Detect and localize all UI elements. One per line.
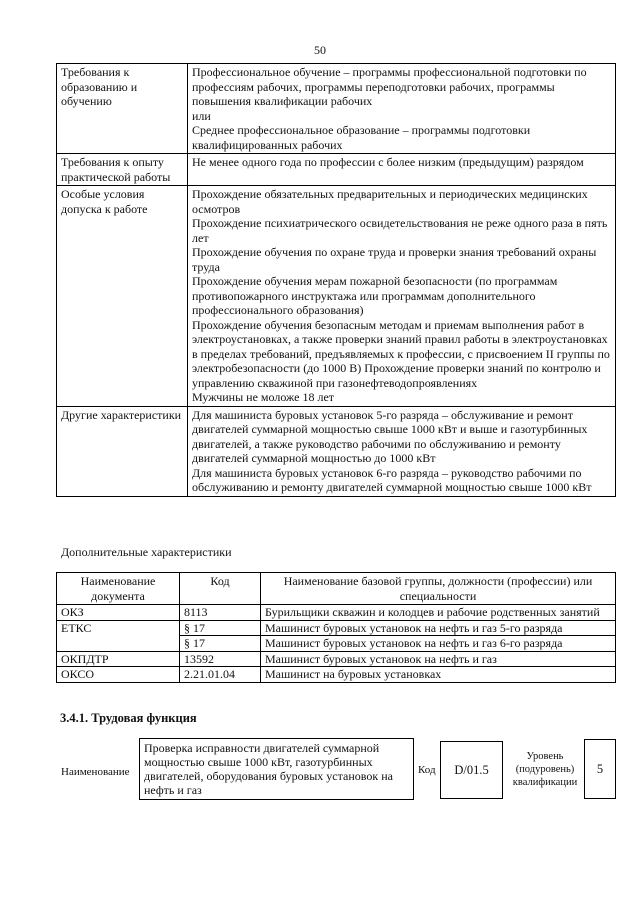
requirement-paragraph: Для машиниста буровых установок 6-го разряда – руководство рабочими по обслуживанию и ремонту двигателей суммарной мощностью свыше 1000 кВт: [192, 465, 592, 494]
requirement-paragraph: или: [192, 108, 211, 123]
requirement-value: [188, 406, 616, 496]
table-row: [57, 186, 616, 407]
requirement-key: Другие характеристики: [57, 406, 188, 496]
table-row: [57, 620, 616, 636]
additional-table: [56, 572, 616, 683]
additional-title: Дополнительные характеристики: [61, 545, 232, 559]
code-cell: 8113: [180, 605, 261, 621]
table-row: [57, 154, 616, 186]
code-cell: § 17: [180, 620, 261, 636]
doc-cell: ОКЗ: [57, 605, 180, 621]
requirement-paragraph: Не менее одного года по профессии с более низким (предыдущим) разрядом: [192, 155, 584, 169]
doc-cell: ЕТКС: [57, 620, 180, 651]
level-value: 5: [596, 762, 604, 776]
header-code: Код: [180, 573, 261, 605]
page-number: 50: [314, 43, 326, 57]
requirement-key: Особые условия допуска к работе: [57, 186, 188, 407]
name-cell: Машинист буровых установок на нефть и газ: [261, 651, 616, 667]
requirement-value: [188, 154, 616, 186]
requirement-paragraph: Мужчины не моложе 18 лет: [192, 390, 335, 404]
requirement-key: Требования к образованию и обучению: [57, 64, 188, 154]
table-row: [57, 406, 616, 496]
table-header-row: [57, 573, 616, 605]
name-label: Наименование: [61, 766, 130, 778]
labor-function-title: 3.4.1. Трудовая функция: [60, 711, 197, 725]
code-label: Код: [418, 764, 436, 776]
code-cell: 2.21.01.04: [180, 667, 261, 683]
table-row: [57, 651, 616, 667]
function-code-box: [440, 741, 503, 799]
table-row: [57, 605, 616, 621]
code-cell: 13592: [180, 651, 261, 667]
requirement-value: [188, 64, 616, 154]
requirement-paragraph: Среднее профессиональное образование – программы подготовки квалифицированных рабочих: [192, 123, 531, 152]
doc-cell: ОКПДТР: [57, 651, 180, 667]
level-label: Уровень (подуровень) квалификации: [512, 751, 578, 788]
function-code-value: D/01.5: [454, 763, 489, 777]
name-cell: Машинист на буровых установках: [261, 667, 616, 683]
name-cell: Машинист буровых установок на нефть и газ 6-го разряда: [261, 636, 616, 652]
level-box: [584, 739, 616, 799]
code-cell: § 17: [180, 636, 261, 652]
requirement-paragraph: Профессиональное обучение – программы профессиональной подготовки по профессиям рабочих, программы переподготовки рабочих, программы повышения квалификации рабочих: [192, 65, 587, 108]
requirements-table: [56, 63, 616, 497]
requirement-value: [188, 186, 616, 407]
name-cell: Машинист буровых установок на нефть и газ 5-го разряда: [261, 620, 616, 636]
function-name-box: Проверка исправности двигателей суммарной мощностью свыше 1000 кВт, газотурбинных двигателей, оборудования буровых установок на нефть и газ: [139, 738, 414, 800]
doc-cell: ОКСО: [57, 667, 180, 683]
name-cell: Бурильщики скважин и колодцев и рабочие родственных занятий: [261, 605, 616, 621]
requirement-paragraph: Прохождение обучения по охране труда и проверки знания требований охраны труда: [192, 245, 597, 274]
requirement-paragraph: Прохождение психиатрического освидетельствования не реже одного раза в пять лет: [192, 216, 608, 245]
header-doc: Наименование документа: [57, 573, 180, 605]
requirement-paragraph: Прохождение обучения мерам пожарной безопасности (по программам противопожарного инструктажа или программам дополнительного профессионального образования): [192, 274, 558, 317]
requirement-key: Требования к опыту практической работы: [57, 154, 188, 186]
table-row: [57, 667, 616, 683]
requirement-paragraph: Для машиниста буровых установок 5-го разряда – обслуживание и ремонт двигателей суммарной мощностью свыше 1000 кВт и выше и газотурбинных двигателей, а также руководство рабочими по обслуживанию и ремонту двигателей суммарной мощностью до 1000 кВт: [192, 407, 588, 465]
table-row: [57, 64, 616, 154]
requirement-paragraph: Прохождение обучения безопасным методам и приемам выполнения работ в электроустановках, а также проверки знаний правил работы в электроустановках в пределах требований, предъявляемых к профессии, с присвоением II группы по электробезопасности (до 1000 В) Прохождение проверки знаний по контролю и управлению скважиной при газонефтеводопроявлениях: [192, 317, 610, 390]
header-name: Наименование базовой группы, должности (профессии) или специальности: [261, 573, 616, 605]
requirement-paragraph: Прохождение обязательных предварительных и периодических медицинских осмотров: [192, 187, 588, 216]
